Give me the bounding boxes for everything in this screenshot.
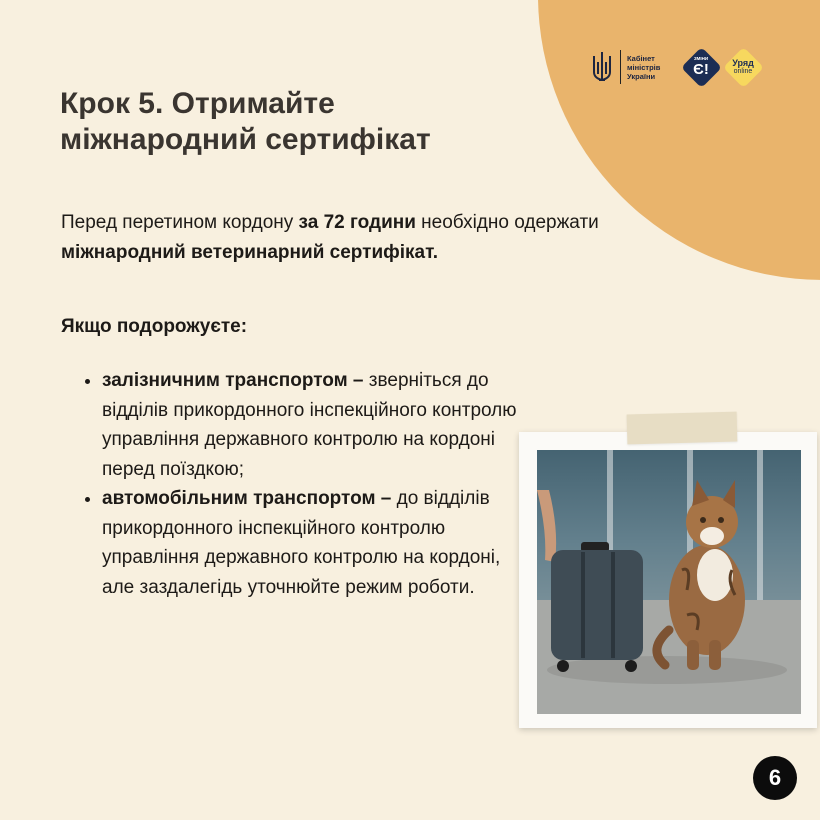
cat-suitcase-photo [537,450,801,714]
cat-suitcase-illustration [537,450,801,714]
list-item [102,484,534,602]
intro-paragraph [61,208,661,268]
photo-frame [519,432,817,728]
intro-bold-1: за 72 години [298,212,416,233]
transport-list [78,366,534,602]
zminy-logo [681,47,721,87]
list-item-text: до відділів прикордонного інспекційного контролю управління державного контролю на кордоні, але заздалегідь уточнюйте режим роботи. [102,488,501,598]
uriad-label: Уряд [732,58,754,68]
zminy-letter: Є! [693,60,709,78]
cabinet-line-2: міністрів [627,62,661,72]
cabinet-logo-text [627,54,679,81]
header-logos [590,44,763,90]
intro-bold-2: міжнародний ветеринарний сертифікат. [61,242,439,263]
tape-strip [627,412,738,445]
trident-icon [590,50,614,84]
subheading: Якщо подорожуєте: [61,316,248,337]
logo-divider [620,50,621,84]
list-item-bold: залізничним транспортом – [102,370,364,391]
list-item-bold: автомобільним транспортом – [102,488,392,509]
list-item [102,366,534,484]
page-number-badge: 6 [753,756,797,800]
zminy-label: ЗМІНИ [693,56,709,62]
cabinet-line-1: Кабінет [627,53,655,63]
title-line-1: Крок 5. Отримайте [60,87,335,120]
cabinet-line-3: України [627,71,656,81]
intro-part-2: необхідно одержати [415,212,599,233]
uriad-sub: online [733,68,753,75]
list-item-text: зверніться до відділів прикордонного інспекційного контролю управління державного контролю на кордоні перед поїздкою; [102,370,517,480]
title-line-2: міжнародний сертифікат [60,123,431,156]
page-title [60,86,520,158]
intro-part-1: Перед перетином кордону [61,212,299,233]
uriad-online-logo [723,47,763,87]
